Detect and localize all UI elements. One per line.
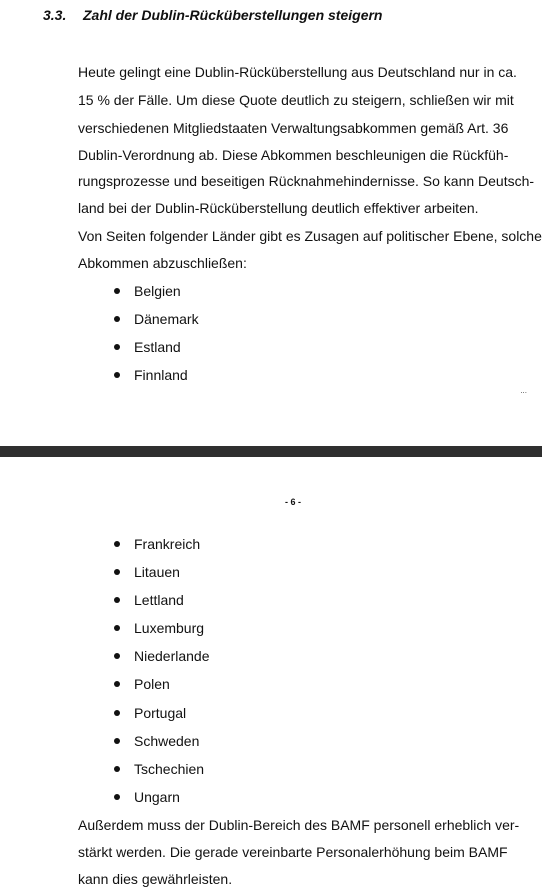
country-label: Estland <box>134 339 181 355</box>
bullet-icon <box>114 710 120 716</box>
page-number: - 6 - <box>284 497 301 507</box>
list-item <box>114 619 204 637</box>
list-item <box>114 535 200 553</box>
list-item <box>114 310 199 328</box>
country-label: Litauen <box>134 564 180 580</box>
country-label: Belgien <box>134 283 181 299</box>
list-item <box>114 338 181 356</box>
list-item <box>114 647 210 665</box>
country-label: Polen <box>134 676 170 692</box>
bullet-icon <box>114 541 120 547</box>
bullet-icon <box>114 738 120 744</box>
country-label: Frankreich <box>134 536 201 552</box>
paragraph-line: Von Seiten folgender Länder gibt es Zusagen auf politischer Ebene, solche <box>78 228 542 244</box>
section-number: 3.3. <box>43 7 67 23</box>
paragraph-line: verschiedenen Mitgliedstaaten Verwaltungsabkommen gemäß Art. 36 <box>78 120 509 136</box>
country-label: Finnland <box>134 367 188 383</box>
bullet-icon <box>114 288 120 294</box>
paragraph-line: Abkommen abzuschließen: <box>78 255 247 271</box>
list-item <box>114 591 184 609</box>
list-item <box>114 760 204 778</box>
paragraph-line: Heute gelingt eine Dublin-Rücküberstellung aus Deutschland nur in ca. <box>78 64 517 80</box>
section-title: Zahl der Dublin-Rücküberstellungen steigern <box>83 7 383 23</box>
continuation-mark: ... <box>520 386 527 395</box>
country-label: Niederlande <box>134 648 210 664</box>
bullet-icon <box>114 653 120 659</box>
page-divider <box>0 446 542 457</box>
paragraph-line: rungsprozesse und beseitigen Rücknahmehindernisse. So kann Deutsch- <box>78 173 535 189</box>
country-label: Luxemburg <box>134 620 205 636</box>
paragraph-line: Dublin-Verordnung ab. Diese Abkommen beschleunigen die Rückfüh- <box>78 147 509 163</box>
list-item <box>114 282 181 300</box>
country-label: Schweden <box>134 733 200 749</box>
country-label: Dänemark <box>134 311 199 327</box>
country-label: Lettland <box>134 592 184 608</box>
paragraph-line: stärkt werden. Die gerade vereinbarte Personalerhöhung beim BAMF <box>78 844 508 860</box>
bullet-icon <box>114 625 120 631</box>
bullet-icon <box>114 344 120 350</box>
bullet-icon <box>114 372 120 378</box>
bullet-icon <box>114 681 120 687</box>
country-label: Ungarn <box>134 789 180 805</box>
paragraph-line: kann dies gewährleisten. <box>78 871 233 887</box>
list-item <box>114 788 180 806</box>
list-item <box>114 732 199 750</box>
document-page-bottom <box>0 457 542 892</box>
list-item <box>114 366 188 384</box>
country-label: Portugal <box>134 705 187 721</box>
bullet-icon <box>114 766 120 772</box>
country-label: Tschechien <box>134 761 205 777</box>
section-heading <box>43 7 382 23</box>
paragraph-line: 15 % der Fälle. Um diese Quote deutlich zu steigern, schließen wir mit <box>78 92 514 108</box>
paragraph-line: land bei der Dublin-Rücküberstellung deutlich effektiver arbeiten. <box>78 200 479 216</box>
paragraph-line: Außerdem muss der Dublin-Bereich des BAMF personell erheblich ver- <box>78 817 520 833</box>
bullet-icon <box>114 316 120 322</box>
bullet-icon <box>114 597 120 603</box>
list-item <box>114 563 180 581</box>
list-item <box>114 704 186 722</box>
list-item <box>114 675 170 693</box>
bullet-icon <box>114 569 120 575</box>
bullet-icon <box>114 794 120 800</box>
